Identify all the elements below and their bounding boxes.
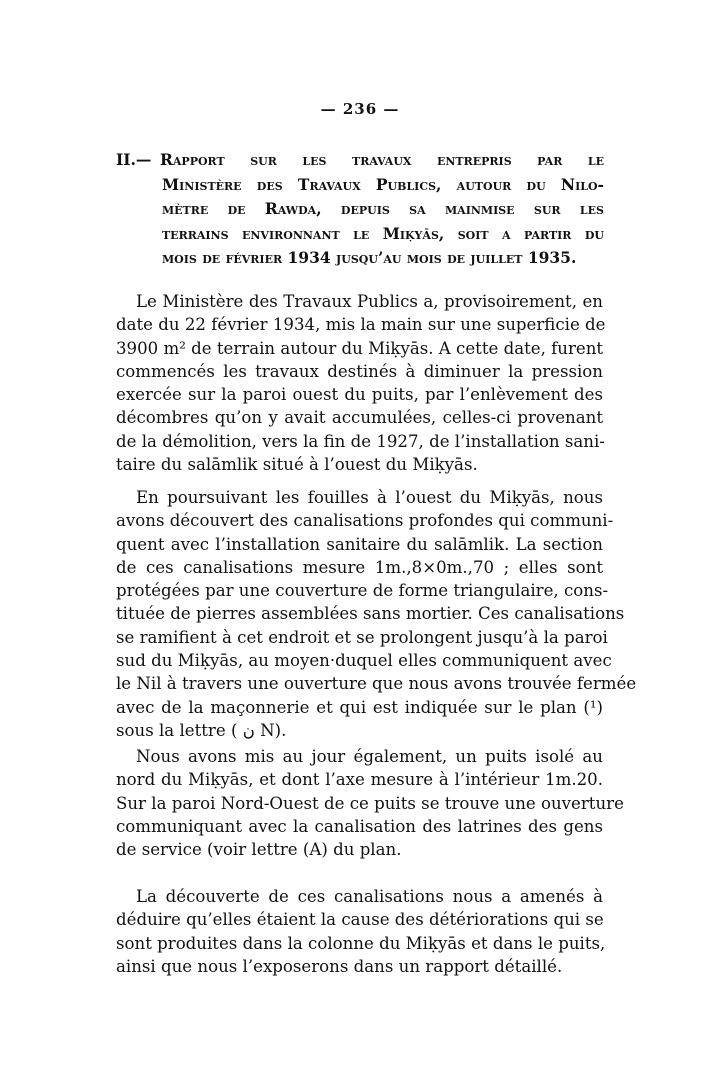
text-line: communiquant avec la canalisation des latrines des gens: [116, 816, 603, 836]
text-line: commencés les travaux destinés à diminuer la pression: [116, 361, 603, 381]
paragraph-4: [116, 885, 606, 978]
text-line: Nous avons mis au jour également, un puits isolé au: [136, 747, 603, 766]
text-line: 3900 m² de terrain autour du Miḳyās. A cette date, furent: [116, 338, 604, 358]
text-line: sous la lettre ( ن N).: [116, 720, 287, 740]
text-line: décombres qu’on y avait accumulées, celles-ci provenant: [116, 408, 603, 428]
text-line: Sur la paroi Nord-Ouest de ce puits se trouve une ouverture: [116, 793, 624, 813]
heading-line: Rapport sur les travaux entrepris par le: [160, 150, 604, 169]
text-line: sont produites dans la colonne du Miḳyās et dans le puits,: [116, 933, 606, 953]
text-line: quent avec l’installation sanitaire du salāmlik. La section: [116, 534, 603, 554]
text-line: avons découvert des canalisations profondes qui communi-: [116, 511, 614, 531]
text-line: le Nil à travers une ouverture que nous avons trouvée fermée: [116, 674, 637, 694]
text-line: de ces canalisations mesure 1m.,8×0m.,70 ; elles sont: [116, 557, 603, 577]
text-line: de la démolition, vers la fin de 1927, de l’installation sani-: [116, 431, 605, 451]
text-line: tituée de pierres assemblées sans mortier. Ces canalisations: [116, 604, 625, 624]
heading-line: terrains environnant le Miḳyās, soit a partir du: [162, 223, 604, 243]
text-line: En poursuivant les fouilles à l’ouest du Miḳyās, nous: [136, 488, 603, 507]
text-line: de service (voir lettre (A) du plan.: [116, 840, 402, 860]
paragraph-2: [116, 486, 637, 742]
heading-line: mètre de Rawda, depuis sa mainmise sur les: [162, 199, 604, 218]
heading-line: mois de février 1934 jusqu’au mois de juillet 1935.: [162, 248, 577, 267]
text-line: avec de la maçonnerie et qui est indiquée sur le plan (¹): [116, 697, 603, 717]
text-line: sud du Miḳyās, au moyen·duquel elles communiquent avec: [116, 651, 612, 671]
text-line: date du 22 février 1934, mis la main sur une superficie de: [116, 315, 606, 335]
paragraph-3: [116, 745, 624, 861]
text-line: ainsi que nous l’exposerons dans un rapport détaillé.: [116, 956, 563, 976]
page-number: — 236 —: [320, 100, 400, 118]
text-line: protégées par une couverture de forme triangulaire, cons-: [116, 581, 609, 601]
text-line: déduire qu’elles étaient la cause des détériorations qui se: [116, 910, 604, 930]
section-heading: [116, 148, 604, 271]
text-line: taire du salāmlik situé à l’ouest du Miḳyās.: [116, 455, 478, 475]
text-line: se ramifient à cet endroit et se prolongent jusqu’à la paroi: [116, 627, 608, 647]
text-line: La découverte de ces canalisations nous a amenés à: [136, 887, 603, 906]
paragraph-1: [116, 290, 606, 476]
text-line: Le Ministère des Travaux Publics a, provisoirement, en: [136, 292, 603, 311]
section-number: II.—: [116, 150, 152, 169]
text-line: nord du Miḳyās, et dont l’axe mesure à l’intérieur 1m.20.: [116, 770, 603, 790]
heading-line: Ministère des Travaux Publics, autour du Nilo-: [162, 174, 604, 194]
text-line: exercée sur la paroi ouest du puits, par l’enlèvement des: [116, 385, 603, 405]
